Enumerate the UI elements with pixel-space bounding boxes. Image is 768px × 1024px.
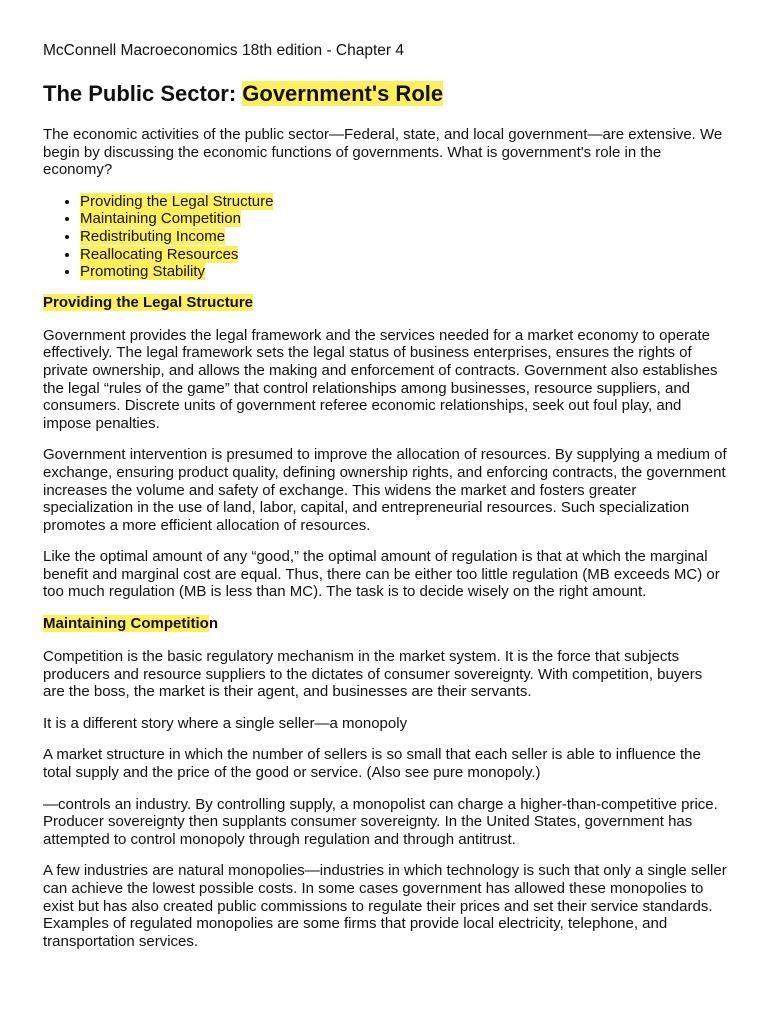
page-title bbox=[43, 80, 728, 108]
definition-paragraph: A market structure in which the number of sellers is so small that each seller is able to influence the total supply and the price of the good or service. (Also see pure monopoly.) bbox=[43, 746, 701, 782]
body-paragraph: Government provides the legal framework and the services needed for a market economy to operate effectively. The legal framework sets the legal status of business enterprises, ensures the rights of private ownership, and allows the making and enforcement of contracts. Government also establishes the legal “rules of the game” that control relationships among businesses, resource suppliers, and consumers. Discrete units of government referee economic relationships, seek out foul play, and impose penalties. bbox=[43, 326, 718, 432]
body-paragraph: A few industries are natural monopolies—industries in which technology is such that only a single seller can achieve the lowest possible costs. In some cases government has allowed these monopolies to exist but has also created public commissions to regulate their prices and set their service standards. Examples of regulated monopolies are some firms that provide local electricity, telephone, and transportation services. bbox=[43, 862, 727, 950]
section-heading-tail: n bbox=[208, 615, 218, 633]
section-heading-highlight: Maintaining Competitio bbox=[43, 615, 209, 633]
topic-list bbox=[43, 193, 728, 281]
page-title-highlight: Government's Role bbox=[242, 81, 444, 106]
section-heading-legal-structure bbox=[43, 294, 728, 312]
topic-link-income[interactable]: Redistributing Income bbox=[80, 227, 226, 245]
body-paragraph: —controls an industry. By controlling supply, a monopolist can charge a higher-than-competitive price. Producer sovereignty then supplants consumer sovereignty. In the United States, government has attempted to control monopoly through regulation and through antitrust. bbox=[43, 795, 718, 848]
section-heading-highlight: Providing the Legal Structure bbox=[43, 293, 254, 311]
intro-paragraph: The economic activities of the public sector—Federal, state, and local government—are extensive. We begin by discussing the economic functions of governments. What is government's role in the economy? bbox=[43, 126, 723, 179]
body-paragraph: Government intervention is presumed to improve the allocation of resources. By supplying a medium of exchange, ensuring product quality, defining ownership rights, and enforcing contracts, the government increases the volume and safety of exchange. This widens the market and fosters greater specialization in the use of land, labor, capital, and entrepreneurial resources. Such specialization promotes a more efficient allocation of resources. bbox=[43, 446, 727, 534]
topic-link-stability[interactable]: Promoting Stability bbox=[80, 263, 206, 281]
document-subtitle: McConnell Macroeconomics 18th edition - Chapter 4 bbox=[43, 42, 404, 59]
topic-list-item bbox=[80, 210, 728, 228]
page-title-text: The Public Sector: bbox=[43, 81, 243, 106]
topic-list-item bbox=[80, 193, 728, 211]
topic-link-resources[interactable]: Reallocating Resources bbox=[80, 245, 239, 263]
section-heading-competition bbox=[43, 615, 728, 633]
body-paragraph: Like the optimal amount of any “good,” the optimal amount of regulation is that at which the marginal benefit and marginal cost are equal. Thus, there can be either too little regulation (MB exceeds MC) or too much regulation (MB is less than MC). The task is to decide wisely on the right amount. bbox=[43, 548, 720, 601]
topic-link-competition[interactable]: Maintaining Competition bbox=[80, 210, 241, 228]
topic-list-item bbox=[80, 246, 728, 264]
topic-list-item bbox=[80, 228, 728, 246]
topic-list-item bbox=[80, 263, 728, 281]
body-paragraph: Competition is the basic regulatory mechanism in the market system. It is the force that subjects producers and resource suppliers to the dictates of consumer sovereignty. With competition, buyers are the boss, the market is their agent, and businesses are their servants. bbox=[43, 648, 703, 701]
body-paragraph: It is a different story where a single seller—a monopoly bbox=[43, 714, 408, 732]
topic-link-legal-structure[interactable]: Providing the Legal Structure bbox=[80, 192, 274, 210]
